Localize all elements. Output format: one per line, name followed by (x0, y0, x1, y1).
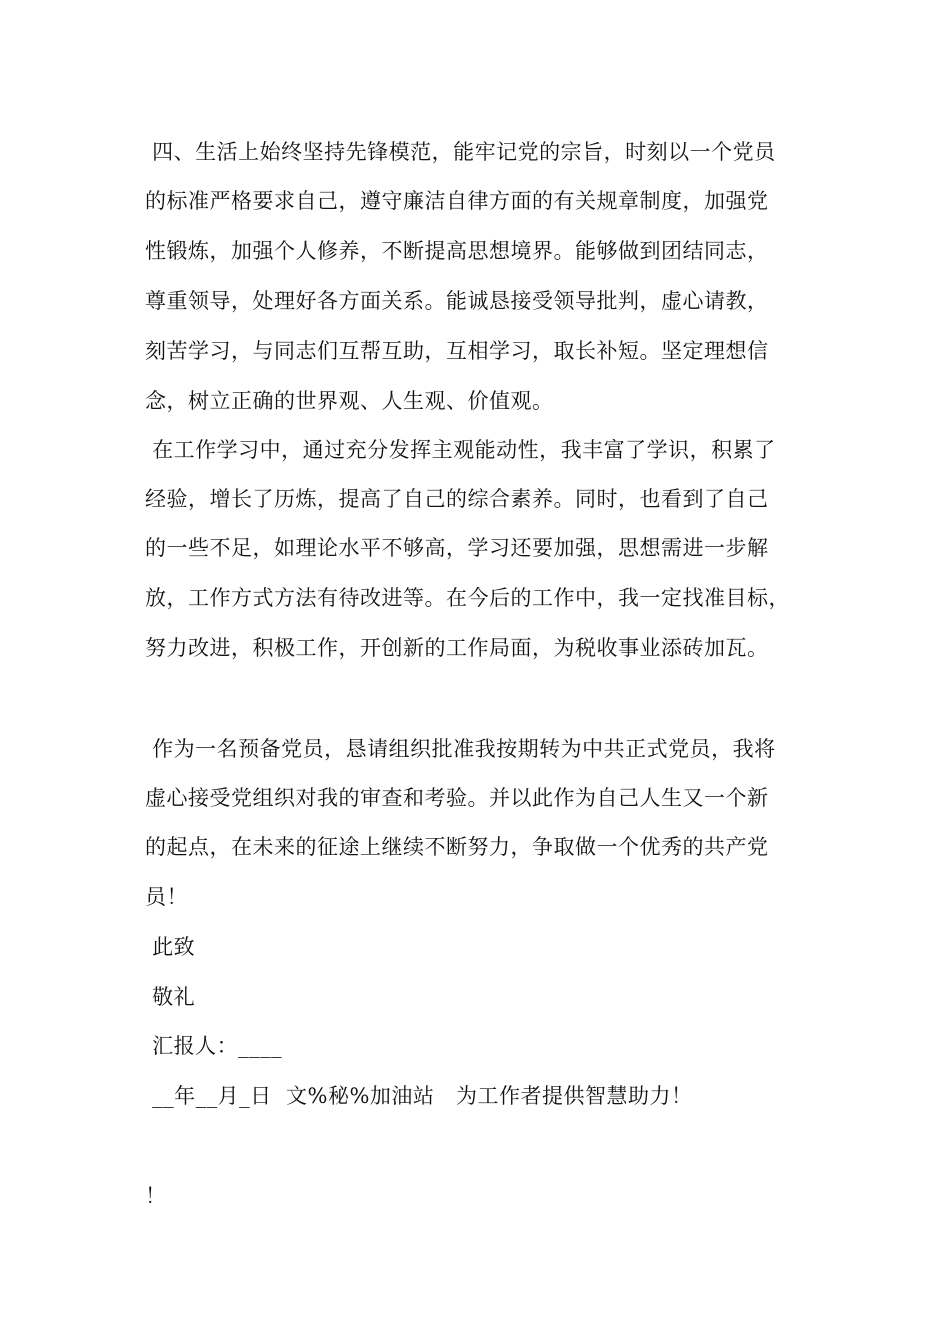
paragraph-request-line-1: 作为一名预备党员，恳请组织批准我按期转为中共正式党员，我将 (145, 737, 776, 761)
paragraph-work-line-2: 经验，增长了历炼，提高了自己的综合素养。同时，也看到了自己 (145, 487, 769, 511)
paragraph-four-line-6: 念，树立正确的世界观、人生观、价值观。 (145, 389, 554, 413)
paragraph-work-line-4: 放，工作方式方法有待改进等。在今后的工作中，我一定找准目标， (145, 586, 790, 610)
final-mark: ！ (145, 1184, 167, 1208)
paragraph-request-line-4: 员！ (145, 885, 188, 909)
paragraph-work-line-5: 努力改进，积极工作，开创新的工作局面，为税收事业添砖加瓦。 (145, 636, 769, 660)
closing-jingli: 敬礼 (145, 985, 196, 1009)
paragraph-four-line-4: 尊重领导，处理好各方面关系。能诚恳接受领导批判，虚心请教， (145, 289, 769, 313)
paragraph-work-line-1: 在工作学习中，通过充分发挥主观能动性，我丰富了学识，积累了 (145, 438, 776, 462)
paragraph-request-line-3: 的起点，在未来的征途上继续不断努力，争取做一个优秀的共产党 (145, 835, 769, 859)
paragraph-four-line-5: 刻苦学习，与同志们互帮互助，互相学习，取长补短。坚定理想信 (145, 339, 769, 363)
paragraph-work-line-3: 的一些不足，如理论水平不够高，学习还要加强，思想需进一步解 (145, 536, 769, 560)
reporter-line: 汇报人：____ (145, 1034, 283, 1058)
paragraph-request-line-2: 虚心接受党组织对我的审查和考验。并以此作为自己人生又一个新 (145, 786, 769, 810)
date-line: __年__月_日 文%秘%加油站 为工作者提供智慧助力！ (145, 1084, 693, 1108)
closing-cizhi: 此致 (145, 935, 196, 959)
paragraph-four-line-3: 性锻炼，加强个人修养，不断提高思想境界。能够做到团结同志， (145, 239, 769, 263)
paragraph-four-line-2: 的标准严格要求自己，遵守廉洁自律方面的有关规章制度，加强党 (145, 189, 769, 213)
paragraph-four-line-1: 四、生活上始终坚持先锋模范，能牢记党的宗旨，时刻以一个党员 (145, 140, 776, 164)
